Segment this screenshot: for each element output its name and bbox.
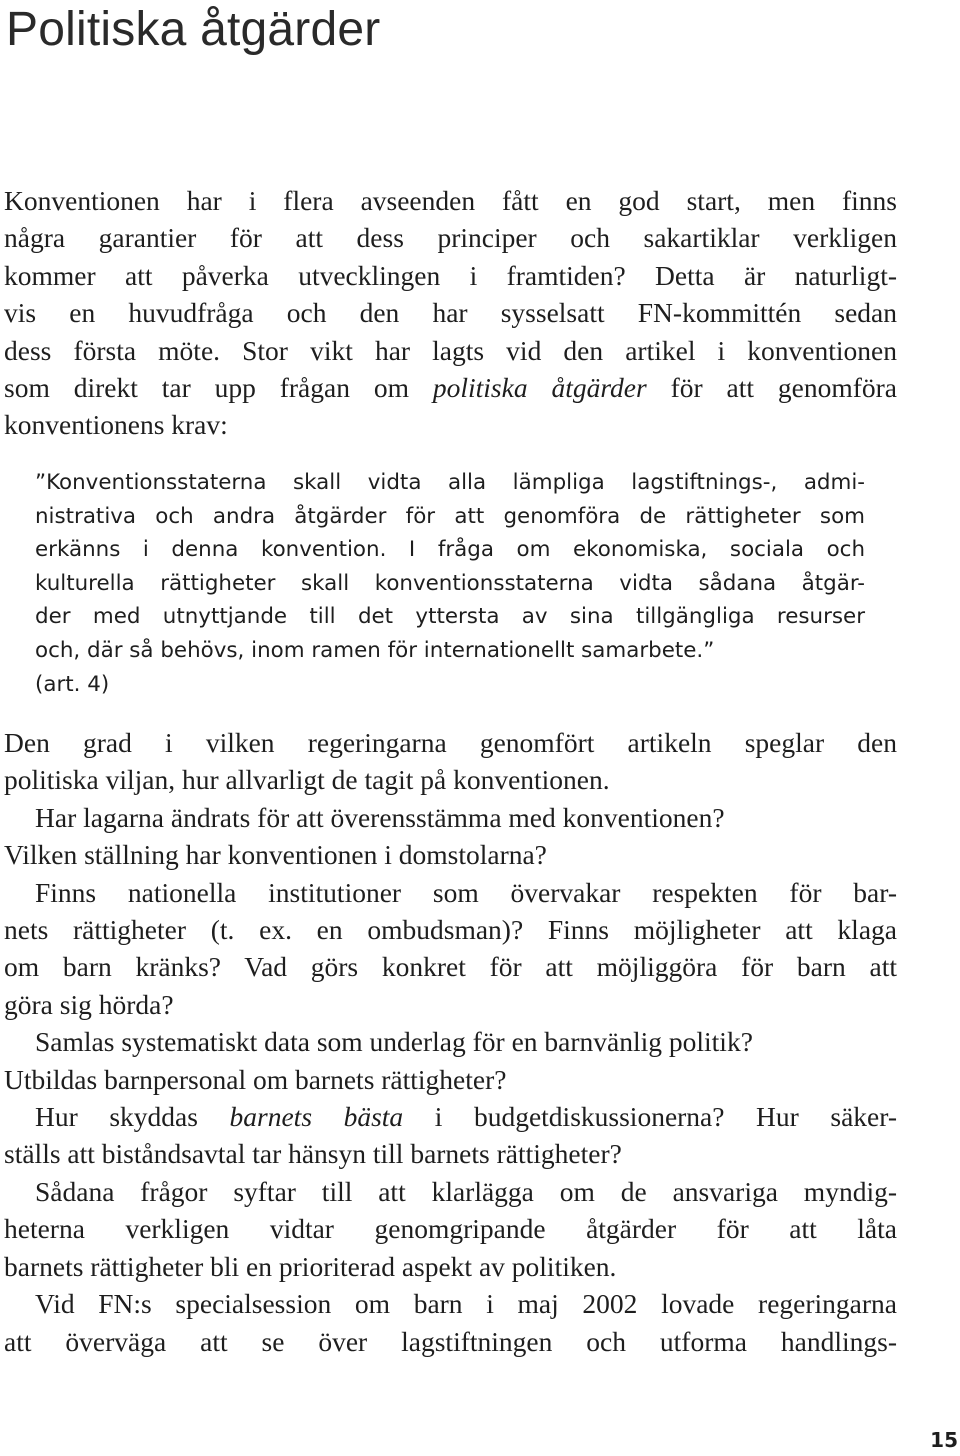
text-line: Vilken ställning har konventionen i domstolarna?	[4, 839, 547, 871]
text-line: göra sig hörda?	[4, 988, 174, 1020]
emphasis-text: politiska åtgärder	[432, 372, 647, 404]
text-segment: som direkt tar upp frågan om	[4, 372, 433, 404]
quote-line: ”Konventionsstaterna skall vidta alla lämpliga lagstiftnings-, admi-	[35, 470, 865, 495]
page-title: Politiska åtgärder	[6, 3, 381, 56]
text-line: Utbildas barnpersonal om barnets rättigheter?	[4, 1063, 507, 1095]
text-line: vis en huvudfråga och den har sysselsatt FN-kommittén sedan	[4, 297, 897, 329]
body-text	[4, 724, 897, 1360]
text-line: heterna verkligen vidtar genomgripande åtgärder för att låta	[4, 1213, 897, 1245]
text-line: barnets rättigheter bli en prioriterad aspekt av politiken.	[4, 1250, 617, 1282]
quote-line: och, där så behövs, inom ramen för internationellt samarbete.”	[35, 637, 715, 663]
quote-line: erkänns i denna konvention. I fråga om ekonomiska, sociala och	[35, 537, 865, 563]
text-line: Finns nationella institutioner som övervakar respekten för bar-	[35, 876, 897, 908]
text-line: Den grad i vilken regeringarna genomfört artikeln speglar den	[4, 727, 897, 758]
text-segment: i budgetdiskussionerna? Hur säker-	[403, 1101, 897, 1133]
text-line	[4, 369, 897, 406]
text-line	[4, 1098, 897, 1135]
emphasis-text: barnets bästa	[229, 1101, 404, 1133]
text-line: ställs att biståndsavtal tar hänsyn till barnets rättigheter?	[4, 1138, 622, 1170]
paragraph	[4, 1023, 897, 1098]
paragraph	[4, 874, 897, 1024]
paragraph	[4, 799, 897, 874]
paragraph	[4, 1173, 897, 1285]
quote-line: kulturella rättigheter skall konventionsstaterna vidta sådana åtgär-	[35, 570, 865, 596]
text-line: om barn kränks? Vad görs konkret för att möjliggöra för barn att	[4, 951, 897, 983]
quote-citation: (art. 4)	[35, 671, 110, 697]
text-line: Samlas systematiskt data som underlag för en barnvänlig politik?	[35, 1026, 753, 1058]
text-line: några garantier för att dess principer och sakartiklar verkligen	[4, 222, 897, 254]
text-line: politiska viljan, hur allvarligt de tagit på konventionen.	[4, 764, 610, 796]
page-number: 15	[930, 1428, 958, 1452]
text-line: konventionens krav:	[4, 409, 228, 441]
text-line: Har lagarna ändrats för att överensstämma med konventionen?	[35, 801, 725, 833]
paragraph	[4, 1098, 897, 1173]
text-line: kommer att påverka utvecklingen i framtiden? Detta är naturligt-	[4, 259, 897, 291]
text-segment: Hur skyddas	[35, 1101, 230, 1133]
text-line: Vid FN:s specialsession om barn i maj 2002 lovade regeringarna	[35, 1288, 897, 1320]
text-line: Sådana frågor syftar till att klarlägga om de ansvariga myndig-	[35, 1175, 897, 1207]
quote-line: nistrativa och andra åtgärder för att genomföra de rättigheter som	[35, 503, 865, 529]
quote-line: der med utnyttjande till det yttersta av sina tillgängliga resurser	[35, 604, 865, 630]
text-line: att överväga att se över lagstiftningen och utforma handlings-	[4, 1325, 897, 1357]
block-quote	[35, 466, 865, 701]
intro-paragraph	[4, 182, 897, 444]
paragraph	[4, 1285, 897, 1360]
paragraph	[4, 724, 897, 799]
text-segment: för att genomföra	[646, 372, 898, 404]
text-line: dess första möte. Stor vikt har lagts vid den artikel i konventionen	[4, 334, 897, 366]
text-line: Konventionen har i flera avseenden fått en god start, men finns	[4, 185, 897, 216]
text-line: nets rättigheter (t. ex. en ombudsman)? Finns möjligheter att klaga	[4, 914, 897, 946]
